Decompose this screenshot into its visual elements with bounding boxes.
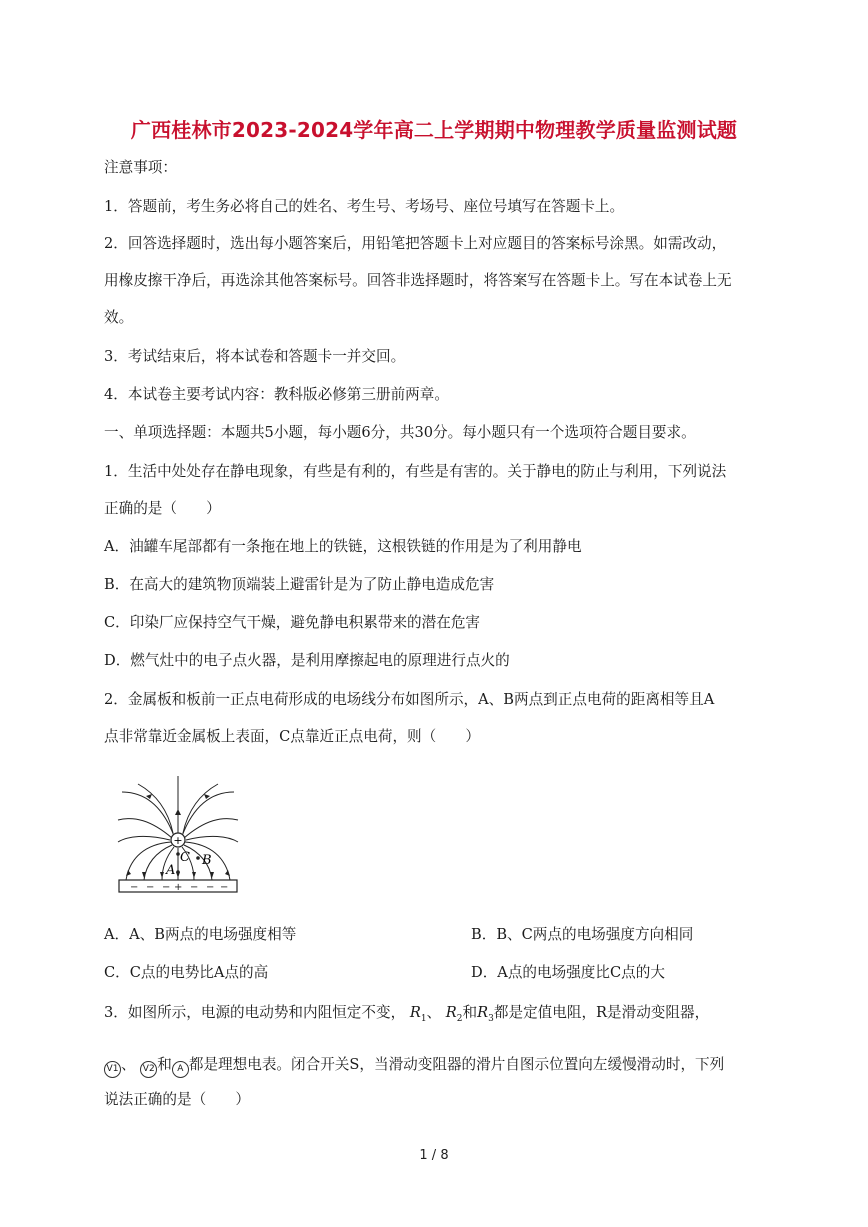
note-line: 用橡皮擦干净后，再选涂其他答案标号。回答非选择题时，将答案写在答题卡上。写在本试卷上无 bbox=[104, 272, 732, 289]
q2-stem: 点非常靠近金属板上表面，C点靠近正点电荷，则（ ） bbox=[104, 728, 481, 745]
q1-option-b: B．在高大的建筑物顶端装上避雷针是为了防止静电造成危害 bbox=[104, 576, 495, 593]
resistor-r3-symbol: $R_3$ bbox=[477, 1004, 494, 1024]
q1-option-a: A．油罐车尾部都有一条拖在地上的铁链，这根铁链的作用是为了利用静电 bbox=[104, 538, 582, 555]
charge-sign: + bbox=[173, 834, 183, 847]
resistor-r2-symbol: $R_2$ bbox=[445, 1004, 463, 1024]
note-line: 1．答题前，考生务必将自己的姓名、考生号、考场号、座位号填写在答题卡上。 bbox=[104, 198, 625, 215]
separator: 、 bbox=[426, 1004, 442, 1021]
point-b-label: B bbox=[202, 853, 212, 868]
voltmeter-v1-icon: V1 bbox=[104, 1061, 121, 1078]
plate-charge: + bbox=[174, 882, 183, 893]
plate-charge: − bbox=[206, 882, 215, 893]
plate-charge: − bbox=[190, 882, 199, 893]
conjunction: 和 bbox=[157, 1056, 172, 1073]
voltmeter-v2-icon: V2 bbox=[140, 1061, 157, 1078]
document-title: 广西桂林市2023-2024学年高二上学期期中物理教学质量监测试题 bbox=[130, 118, 738, 142]
q3-stem-line1 bbox=[104, 1003, 709, 1029]
notes-heading: 注意事项： bbox=[104, 159, 177, 176]
q2-option-c: C．C点的电势比A点的高 bbox=[104, 964, 269, 981]
note-line: 4．本试卷主要考试内容：教科版必修第三册前两章。 bbox=[104, 386, 449, 403]
q3-stem-text: 都是定值电阻，R是滑动变阻器， bbox=[493, 1004, 710, 1021]
plate-charge: − bbox=[162, 882, 171, 893]
q1-option-c: C．印染厂应保持空气干燥，避免静电积累带来的潜在危害 bbox=[104, 614, 481, 631]
plate-charge: − bbox=[146, 882, 155, 893]
q2-option-b: B．B、C两点的电场强度方向相同 bbox=[471, 926, 694, 943]
q3-stem-line2 bbox=[104, 1055, 724, 1078]
page-number: 1 / 8 bbox=[419, 1148, 449, 1163]
q3-stem-text: 3．如图所示，电源的电动势和内阻恒定不变， bbox=[104, 1004, 406, 1021]
section-heading: 一、单项选择题：本题共5小题，每小题6分，共30分。每小题只有一个选项符合题目要求。 bbox=[104, 424, 696, 441]
q2-option-a: A．A、B两点的电场强度相等 bbox=[104, 926, 297, 943]
q1-option-d: D．燃气灶中的电子点火器，是利用摩擦起电的原理进行点火的 bbox=[104, 652, 510, 669]
q3-stem-line3: 说法正确的是（ ） bbox=[104, 1091, 250, 1108]
plate-charge: − bbox=[130, 882, 139, 893]
plate-charge: − bbox=[220, 882, 229, 893]
field-line-figure bbox=[116, 772, 241, 901]
q3-stem-text: 都是理想电表。闭合开关S，当滑动变阻器的滑片自图示位置向左缓慢滑动时，下列 bbox=[188, 1056, 725, 1073]
q2-stem: 2．金属板和板前一正点电荷形成的电场线分布如图所示，A、B两点到正点电荷的距离相等且A bbox=[104, 691, 715, 708]
conjunction: 和 bbox=[462, 1004, 478, 1021]
resistor-r1-symbol: $R_1$ bbox=[409, 1004, 427, 1024]
separator: 、 bbox=[121, 1056, 136, 1073]
point-a-label: A bbox=[166, 863, 176, 878]
note-line: 效。 bbox=[104, 309, 134, 326]
note-line: 3．考试结束后，将本试卷和答题卡一并交回。 bbox=[104, 348, 406, 365]
point-c-label: C bbox=[180, 850, 190, 865]
note-line: 2．回答选择题时，选出每小题答案后，用铅笔把答题卡上对应题目的答案标号涂黑。如需改动， bbox=[104, 235, 727, 252]
q2-option-d: D．A点的电场强度比C点的大 bbox=[471, 964, 665, 981]
q1-stem: 1．生活中处处存在静电现象，有些是有利的，有些是有害的。关于静电的防止与利用，下列说法 bbox=[104, 463, 727, 480]
q1-stem: 正确的是（ ） bbox=[104, 500, 221, 517]
field-line-diagram bbox=[116, 772, 241, 897]
ammeter-icon: A bbox=[172, 1061, 189, 1078]
